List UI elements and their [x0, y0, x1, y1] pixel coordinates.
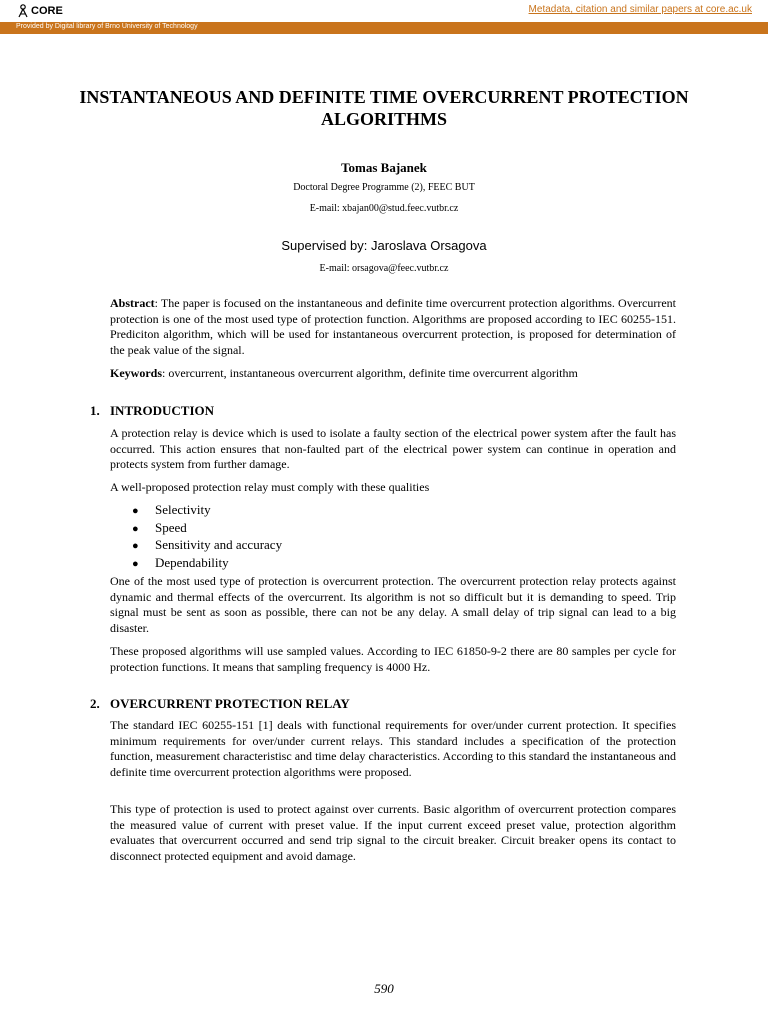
author-affiliation: Doctoral Degree Programme (2), FEEC BUT: [293, 182, 475, 193]
list-item: [132, 555, 282, 573]
author-name: Tomas Bajanek: [341, 160, 427, 175]
core-logo-icon: [18, 4, 28, 18]
abstract: [110, 296, 676, 358]
section-heading-introduction: [90, 403, 214, 419]
relay-paragraph-1: The standard IEC 60255-151 [1] deals with functional requirements for over/under current protection. It specifies minimum requirements for over/under current relays. This standard includes a specification of the protection function, measurement characteristisc and time delay characteristics. According to this standard the instantaneous and definite time overcurrent protection algorithms were proposed.: [110, 718, 676, 779]
list-item-text: Speed: [155, 519, 187, 535]
provided-by-bar: [0, 22, 768, 34]
intro-paragraph-1: A protection relay is device which is used to isolate a faulty section of the electrical power system after the fault has occurred. This action ensures that non-faulted part of the electrical power system can continue in operation and protects system from further damage.: [110, 426, 676, 471]
section-title: INTRODUCTION: [110, 403, 215, 418]
intro-paragraph-2: A well-proposed protection relay must comply with these qualities: [110, 480, 430, 494]
intro-paragraph-4: These proposed algorithms will use sampled values. According to IEC 61850-9-2 there are 80 samples per cycle for protection functions. It means that sampling frequency is 4000 Hz.: [110, 644, 676, 674]
core-logo-text: CORE: [31, 5, 63, 17]
core-header-bar: [0, 0, 768, 23]
section-number: 1.: [90, 403, 100, 418]
core-logo[interactable]: [18, 3, 63, 19]
provided-by-text: Provided by Digital library of Brno University of Technology: [16, 23, 198, 30]
relay-paragraph-2: This type of protection is used to protect against over currents. Basic algorithm of overcurrent protection compares the measured value of current with preset value. If the input current exceed preset value, protection algorithm evaluates that overcurrent occurred and send trip signal to the circuit breaker. Circuit breaker opens its contact to disconnect protected equipment and avoid damage.: [110, 802, 676, 863]
section-title: OVERCURRENT PROTECTION RELAY: [110, 696, 350, 711]
keywords-label: Keywords: [110, 366, 162, 380]
bullet-icon: ●: [132, 557, 139, 570]
section-number: 2.: [90, 696, 100, 711]
paper-title: INSTANTANEOUS AND DEFINITE TIME OVERCURRENT PROTECTION ALGORITHMS: [79, 87, 689, 129]
list-item-text: Sensitivity and accuracy: [155, 537, 283, 552]
keywords: [110, 366, 676, 382]
list-item-text: Selectivity: [155, 502, 211, 517]
intro-paragraph-3: One of the most used type of protection is overcurrent protection. The overcurrent protection relay protects against dynamic and thermal effects of the overcurrent. Its algorithm is not so difficult but it is demanding to speed. Trip signal must be sent as soon as possible, there can not be any delay. A small delay of trip signal can lead to a big disaster.: [110, 574, 676, 635]
bullet-icon: ●: [132, 522, 139, 535]
section-heading-overcurrent-relay: [90, 696, 350, 712]
core-metadata-link[interactable]: Metadata, citation and similar papers at core.ac.uk: [528, 4, 752, 15]
author-email: E-mail: xbajan00@stud.feec.vutbr.cz: [309, 203, 459, 214]
keywords-text: : overcurrent, instantaneous overcurrent algorithm, definite time overcurrent algorithm: [162, 366, 578, 380]
bullet-icon: ●: [132, 505, 139, 517]
page-number: 590: [374, 981, 394, 996]
list-item-text: Dependability: [155, 554, 229, 570]
qualities-list: [132, 502, 282, 572]
list-item: [132, 520, 282, 538]
abstract-label: Abstract: [110, 296, 155, 310]
supervisor-email: E-mail: orsagova@feec.vutbr.cz: [319, 263, 449, 274]
bullet-icon: ●: [132, 540, 139, 552]
list-item: [132, 537, 282, 555]
supervisor: Supervised by: Jaroslava Orsagova: [281, 238, 487, 253]
abstract-text: : The paper is focused on the instantaneous and definite time overcurrent protection algorithms. Overcurrent protection is one of the most used type of protection function. Algorithms are proposed according to IEC 60255-151. Prediciton algorithm, which will be used for instantaneous overcurrent protection, is proposed for determination of the peak value of the signal.: [110, 296, 676, 357]
list-item: [132, 502, 282, 520]
